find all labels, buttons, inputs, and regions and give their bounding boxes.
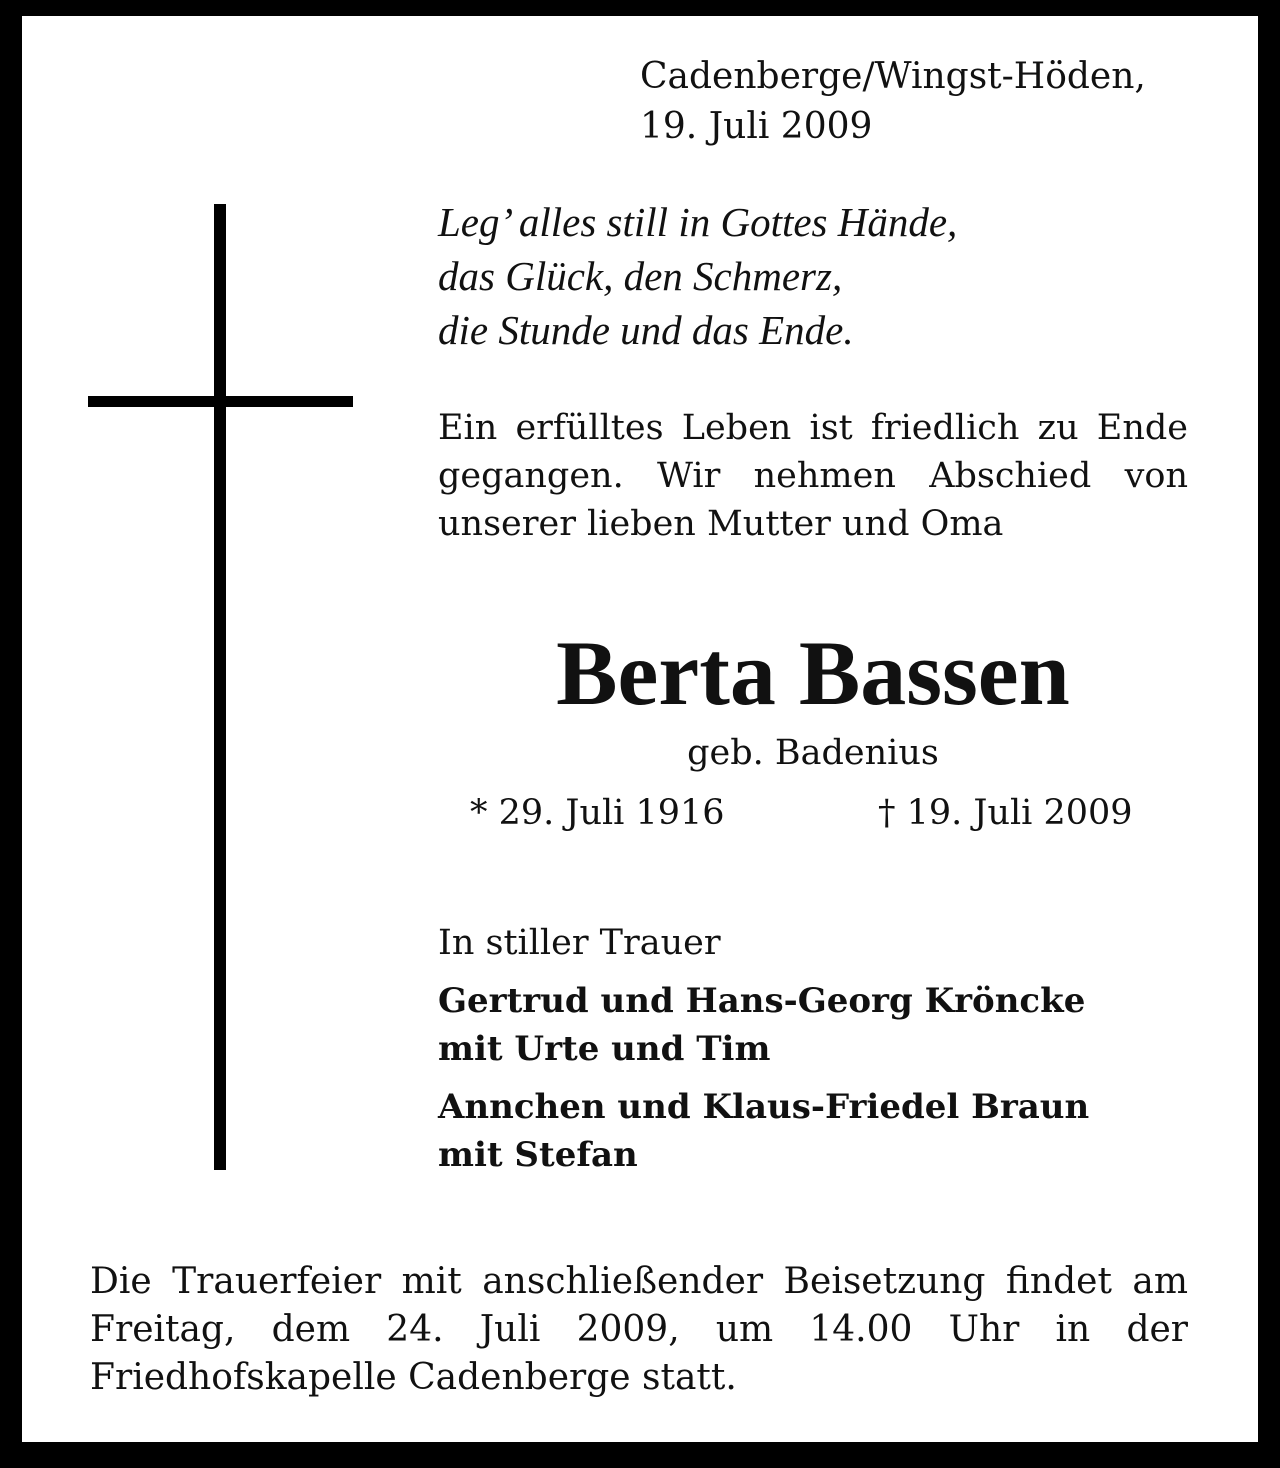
verse-line: das Glück, den Schmerz, bbox=[438, 253, 843, 299]
mourner-line: mit Urte und Tim bbox=[438, 1029, 771, 1069]
deceased-name: Berta Bassen bbox=[556, 622, 1070, 724]
mourner-family bbox=[438, 1083, 1089, 1179]
verse bbox=[438, 195, 957, 357]
cross-horizontal-beam bbox=[88, 396, 353, 407]
funeral-info: Die Trauerfeier mit anschließender Beisetzung findet am Freitag, dem 24. Juli 2009, um 14.00 Uhr in der Friedhofskapelle Cadenberge statt. bbox=[90, 1261, 1188, 1398]
intro-text: Ein erfülltes Leben ist friedlich zu Ende gegangen. Wir nehmen Abschied von unserer lieben Mutter und Oma bbox=[438, 408, 1188, 544]
mourner-line: Gertrud und Hans-Georg Kröncke bbox=[438, 981, 1086, 1021]
verse-line: die Stunde und das Ende. bbox=[438, 307, 854, 353]
mourning-label: In stiller Trauer bbox=[438, 923, 721, 963]
mourner-line: Annchen und Klaus-Friedel Braun bbox=[438, 1087, 1090, 1127]
verse-line: Leg’ alles still in Gottes Hände, bbox=[438, 199, 958, 245]
mourner-family bbox=[438, 977, 1085, 1073]
cross-vertical-beam bbox=[214, 204, 226, 1170]
mourner-line: mit Stefan bbox=[438, 1135, 638, 1175]
place-date bbox=[640, 52, 1146, 152]
notice-date: 19. Juli 2009 bbox=[640, 106, 873, 147]
birth-date: * 29. Juli 1916 bbox=[470, 793, 725, 833]
death-date: † 19. Juli 2009 bbox=[878, 793, 1133, 833]
maiden-name: geb. Badenius bbox=[687, 733, 939, 773]
place: Cadenberge/Wingst-Höden, bbox=[640, 56, 1146, 97]
